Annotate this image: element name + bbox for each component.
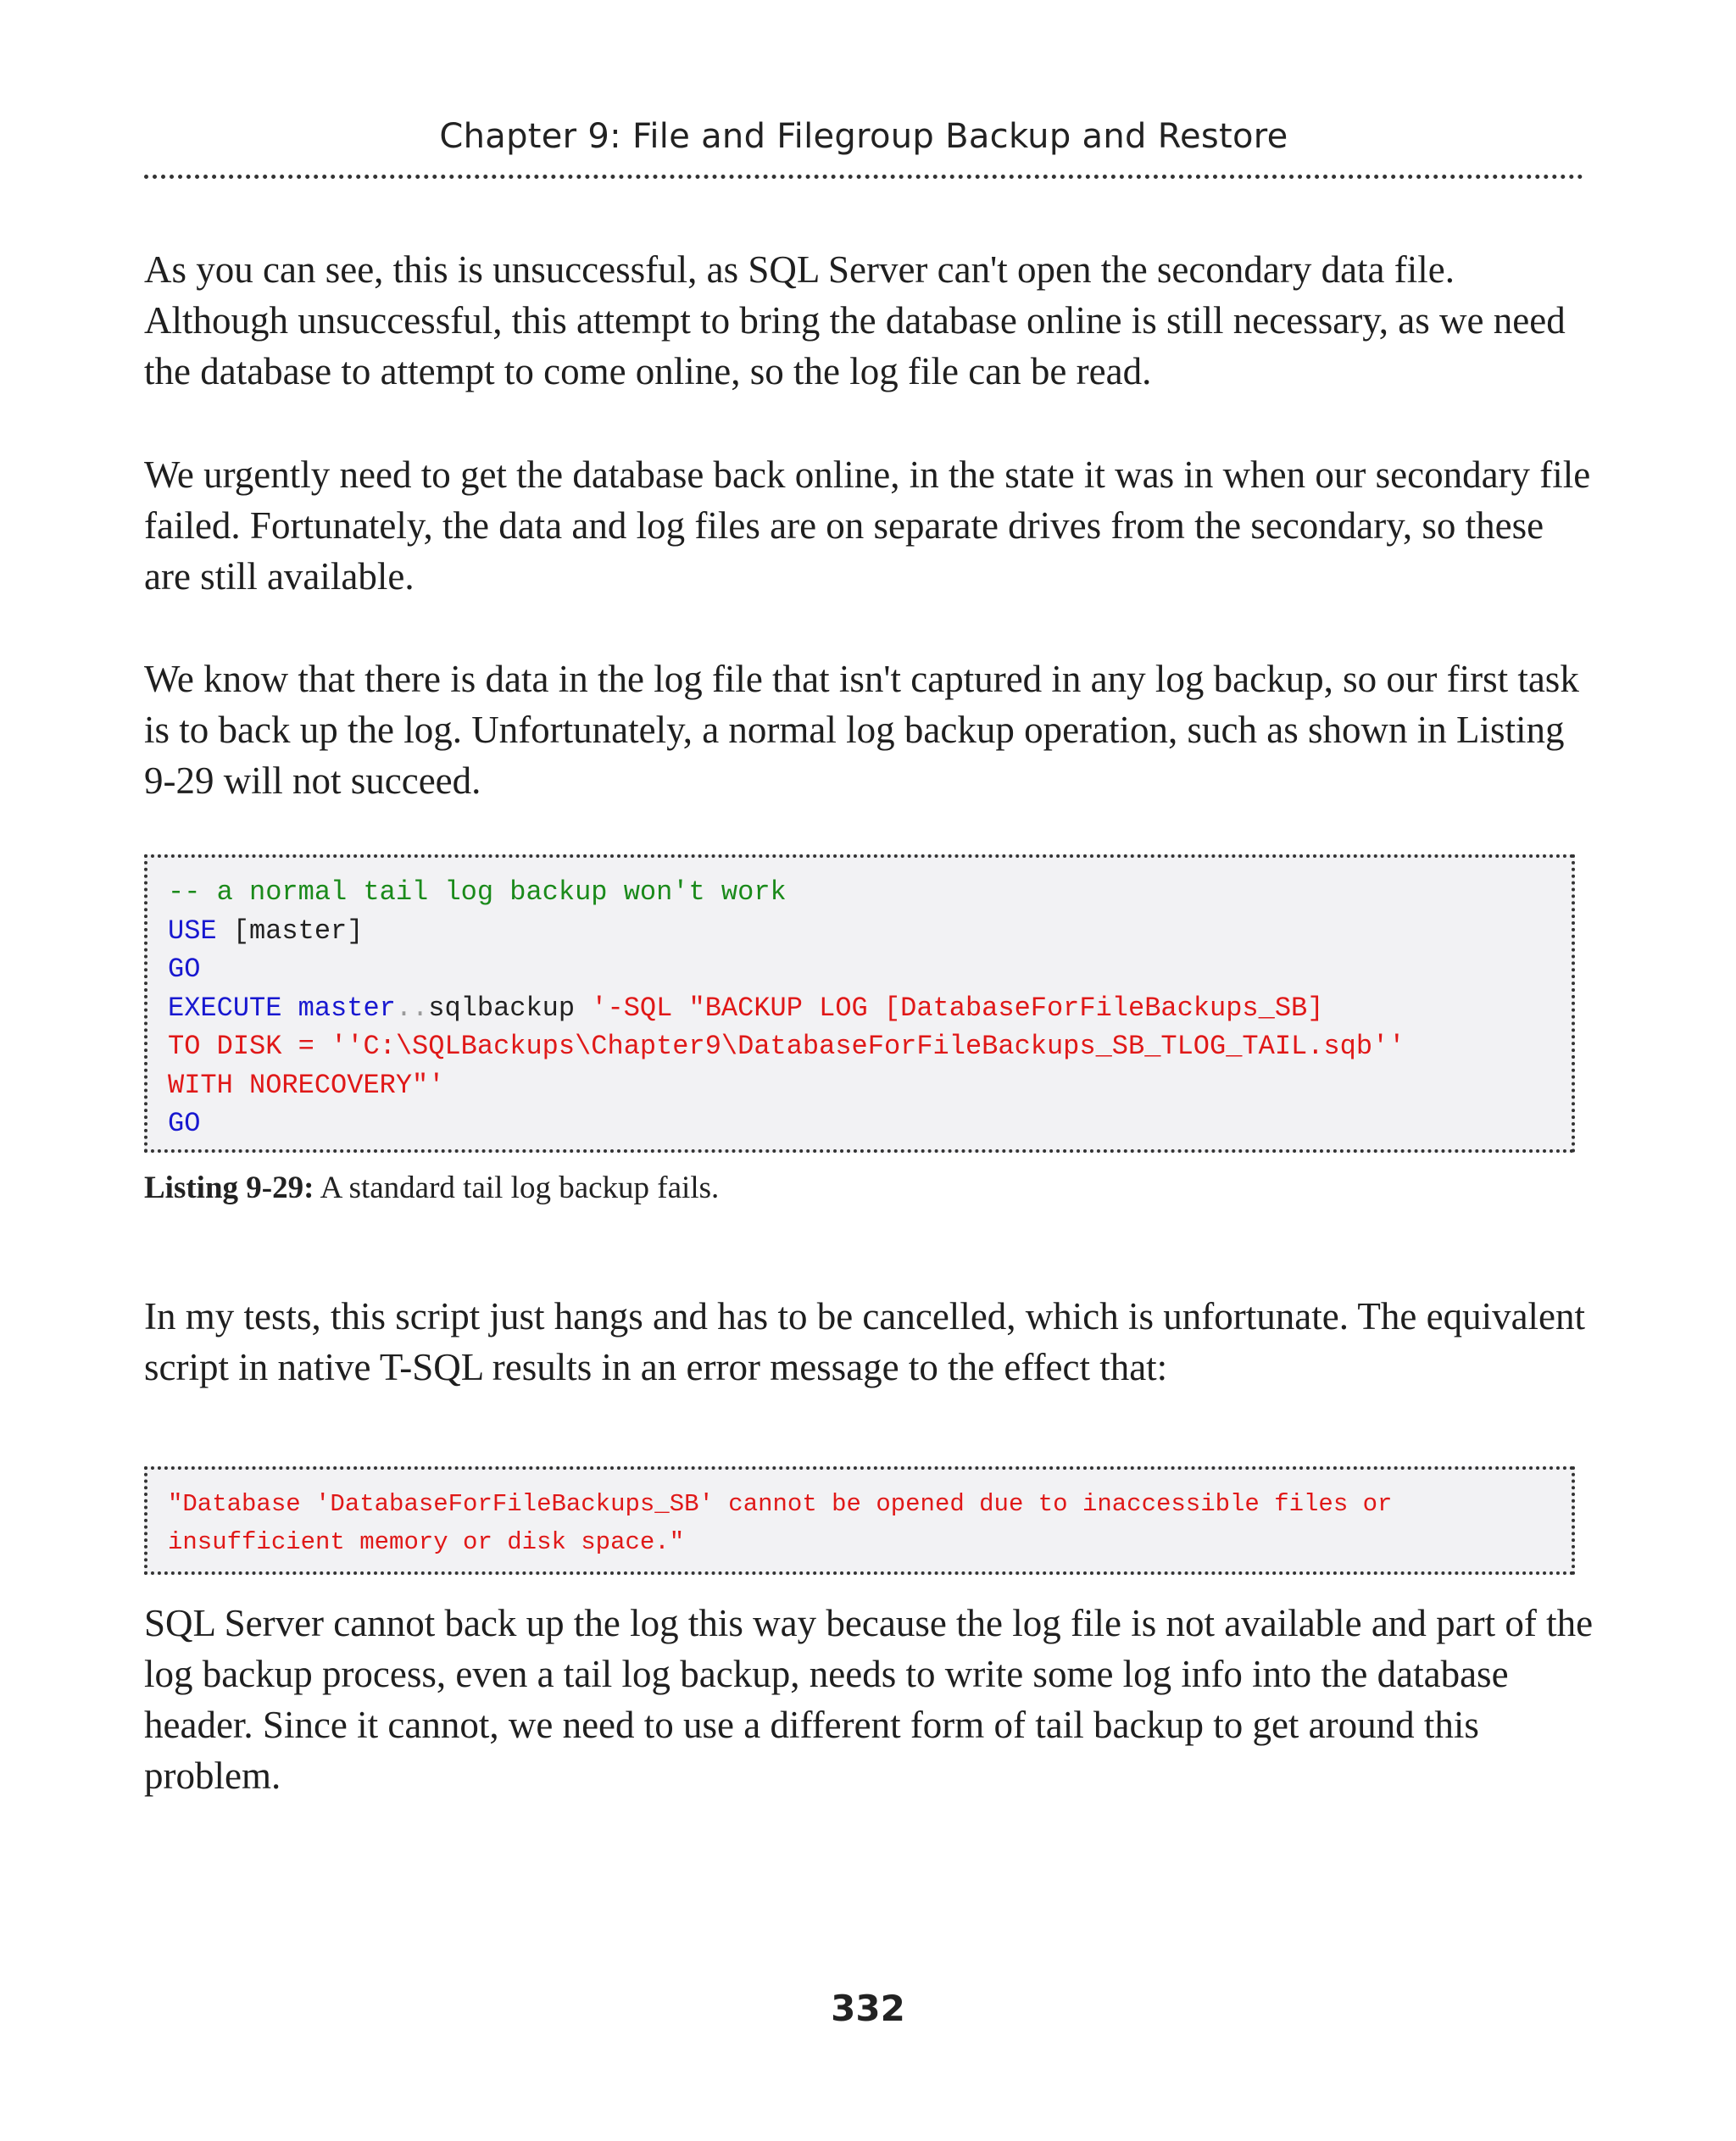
header-divider — [144, 175, 1583, 179]
code-identifier: [master] — [216, 915, 364, 947]
code-comment: -- a normal tail log backup won't work — [168, 876, 787, 908]
code-keyword: USE — [168, 915, 217, 947]
code-line-4 — [168, 989, 1551, 1028]
code-line-3 — [168, 950, 1551, 989]
error-message-box — [144, 1466, 1575, 1575]
code-line-1 — [168, 873, 1551, 912]
listing-caption — [144, 1170, 719, 1206]
code-string: '-SQL "BACKUP LOG [DatabaseForFileBackups_SB] — [591, 992, 1324, 1024]
error-line-2: insufficient memory or disk space." — [168, 1528, 685, 1556]
code-keyword: GO — [168, 1108, 201, 1139]
paragraph-2: We urgently need to get the database back online, in the state it was in when our secondary file failed. Fortunately, the data and log files are on separate drives from the secondary, so these are still available. — [144, 453, 1591, 598]
code-string: WITH NORECOVERY"' — [168, 1069, 445, 1101]
code-line-7 — [168, 1104, 1551, 1143]
code-listing — [144, 854, 1575, 1153]
caption-label: Listing 9-29: — [144, 1171, 314, 1205]
paragraph-4: In my tests, this script just hangs and has to be cancelled, which is unfortunate. The equivalent script in native T-SQL results in an error message to the effect that: — [144, 1295, 1586, 1388]
caption-text: A standard tail log backup fails. — [314, 1171, 720, 1205]
code-line-2 — [168, 912, 1551, 951]
code-keyword: GO — [168, 954, 201, 985]
paragraph-5: SQL Server cannot back up the log this way because the log file is not available and part of the log backup process, even a tail log backup, needs to write some log info into the database header. Since it cannot, we need to use a different form of tail backup to get around this problem. — [144, 1602, 1594, 1797]
error-line-1: "Database 'DatabaseForFileBackups_SB' cannot be opened due to inaccessible files or — [168, 1490, 1393, 1518]
paragraph-1: As you can see, this is unsuccessful, as SQL Server can't open the secondary data file. Although unsuccessful, this attempt to bring the database online is still necessary, as we need the database to attempt to come online, so the log file can be read. — [144, 248, 1566, 392]
code-line-5 — [168, 1027, 1551, 1066]
code-line-6 — [168, 1066, 1551, 1105]
page-number: 332 — [831, 1988, 905, 2029]
running-header: Chapter 9: File and Filegroup Backup and Restore — [439, 117, 1288, 156]
code-keyword: EXECUTE — [168, 992, 282, 1024]
code-identifier: sqlbackup — [428, 992, 592, 1024]
code-separator: .. — [395, 992, 429, 1024]
code-string: TO DISK = ''C:\SQLBackups\Chapter9\DatabaseForFileBackups_SB_TLOG_TAIL.sqb'' — [168, 1031, 1405, 1062]
paragraph-3: We know that there is data in the log file that isn't captured in any log backup, so our first task is to back up the log. Unfortunately, a normal log backup operation, such as shown in Listing 9-29 will not succeed. — [144, 658, 1579, 802]
code-object: master — [281, 992, 396, 1024]
